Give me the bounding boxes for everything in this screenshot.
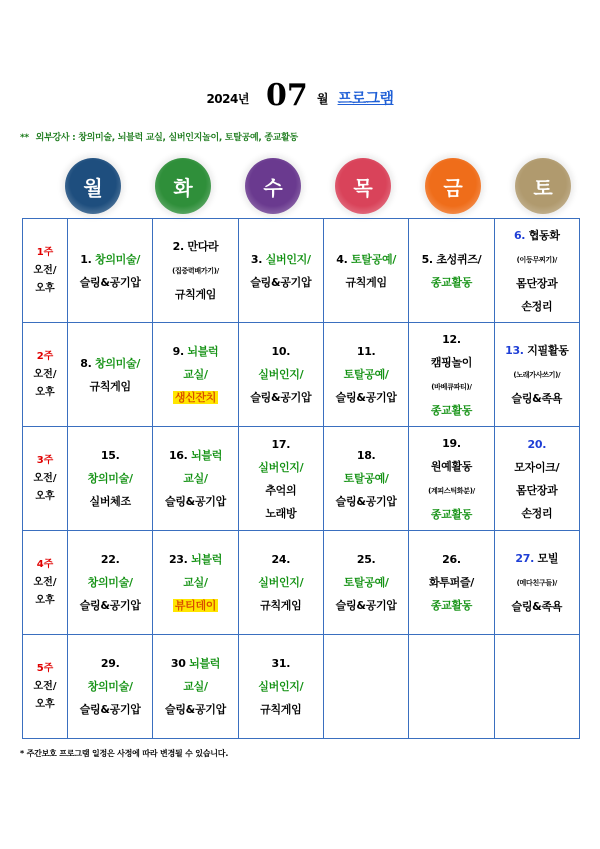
activity-am: 뇌블럭 [191,449,223,462]
day-cell [409,323,494,427]
activity-am-2: 교실/ [183,472,208,485]
footnote: * 주간보호 프로그램 일정은 사정에 따라 변경될 수 있습니다. [20,749,229,758]
activity-pm: 슬링&공기압 [79,599,141,612]
week-label: 3주 [36,454,54,466]
week-label-cell [23,323,68,427]
day-number: 13. [505,344,524,357]
activity-pm: 규칙게임 [89,379,131,393]
activity-am: 실버인지/ [258,368,304,381]
weekday-header [65,158,585,214]
time-pm: 오후 [35,594,55,606]
day-cell [323,323,408,427]
day-cell [153,531,238,635]
week-label: 1주 [36,246,54,258]
time-am: 오전/ [33,264,57,276]
note-text: 외부강사 : 창의미술, 뇌블럭 교실, 실버인지놀이, 토탈공예, 종교활동 [35,133,298,143]
activity-am: 모자이크/ [514,460,560,474]
time-pm: 오후 [35,490,55,502]
day-cell [238,323,323,427]
time-pm: 오후 [35,386,55,398]
day-cell [238,427,323,531]
day-cell [238,219,323,323]
day-circle-sat: 토 [515,158,571,214]
activity-pm: 슬링&공기압 [335,495,397,508]
activity-pm: 종교활동 [430,275,473,289]
activity-am: 모빌 [537,552,559,565]
time-am: 오전/ [33,576,57,588]
week-label-cell [23,427,68,531]
day-circle-tue: 화 [155,158,211,214]
activity-pm-2: 노래방 [265,506,297,520]
day-cell-empty [323,635,408,739]
program-calendar [22,218,580,739]
time-am: 오전/ [33,472,57,484]
title-month: 07 [266,78,308,113]
activity-am: 지필활동 [527,344,569,357]
time-am: 오전/ [33,368,57,380]
activity-pm: 규칙게임 [174,288,217,301]
activity-am: 뇌블럭 [187,345,219,358]
day-circle-fri: 금 [425,158,481,214]
day-number: 27. [515,552,535,565]
day-number: 9. [172,345,184,358]
activity-am: 토탈공예/ [343,368,389,381]
activity-am: 실버인지/ [258,576,304,589]
activity-pm: 슬링&공기압 [335,599,397,612]
activity-pm: 슬링&공기압 [250,275,312,289]
activity-pm: 슬링&공기압 [79,703,141,716]
activity-am: 창의미술/ [87,576,133,589]
activity-pm: 몸단장과 [516,276,558,290]
activity-note: (계피스틱화분)/ [428,486,475,495]
day-cell [153,635,238,739]
day-number: 25. [356,553,376,566]
day-number: 2. [172,240,184,253]
activity-pm: 추억의 [265,483,297,497]
week-label: 4주 [36,558,54,570]
day-number: 22. [100,553,120,566]
day-number: 19. [442,436,461,450]
activity-am: 토탈공예/ [351,252,397,266]
day-number: 10. [271,345,291,358]
day-number: 4. [336,252,348,266]
activity-am: 초성퀴즈/ [436,252,482,266]
activity-pm: 종교활동 [430,403,473,417]
day-cell [494,427,579,531]
week-row [23,219,580,323]
day-number: 30 [170,657,186,670]
day-number: 29. [100,657,120,670]
time-pm: 오후 [35,282,55,294]
activity-am: 창의미술/ [95,252,141,266]
activity-am: 창의미술/ [87,472,133,485]
activity-note: (바베큐파티)/ [431,382,472,391]
day-number: 18. [356,449,376,462]
day-number: 17. [271,437,291,451]
instructor-note [20,130,298,143]
week-row [23,635,580,739]
day-number: 23. [168,553,188,566]
activity-note: (이등무찌기)/ [516,255,557,264]
day-number: 8. [80,356,92,370]
activity-am: 협동화 [528,228,560,242]
day-number: 5. [421,252,433,266]
day-number: 11. [356,345,376,358]
activity-pm-highlight: 뷰티데이 [174,599,217,612]
day-number: 24. [271,553,291,566]
activity-pm: 규칙게임 [260,703,302,716]
activity-am: 실버인지/ [265,252,311,266]
day-cell-empty [409,635,494,739]
week-row [23,323,580,427]
day-number: 12. [442,332,461,346]
activity-pm: 슬링&공기압 [79,275,141,289]
day-cell [153,427,238,531]
activity-am: 토탈공예/ [343,576,389,589]
time-am: 오전/ [33,680,57,692]
activity-am: 실버인지/ [258,460,304,474]
activity-pm-2: 손정리 [521,299,553,313]
day-cell [153,323,238,427]
day-cell-empty [494,635,579,739]
activity-am: 창의미술/ [87,680,133,693]
activity-am-2: 교실/ [183,368,208,381]
activity-am: 뇌블럭 [189,657,221,670]
title-year: 2024년 [206,92,249,106]
week-label-cell [23,219,68,323]
activity-am: 뇌블럭 [191,553,223,566]
day-cell [494,219,579,323]
week-label-cell [23,635,68,739]
day-cell [323,219,408,323]
day-cell [153,219,238,323]
day-number: 1. [80,252,92,266]
activity-pm-highlight: 생신잔치 [174,391,217,404]
day-number: 6. [513,228,526,242]
day-cell [68,323,153,427]
activity-am: 토탈공예/ [343,472,389,485]
activity-note: (메다친구들)/ [516,579,557,587]
activity-am: 화투퍼즐/ [428,576,474,589]
day-cell [409,219,494,323]
week-row [23,531,580,635]
activity-pm: 슬링&족욕 [511,600,563,613]
activity-pm: 몸단장과 [516,483,558,497]
activity-note: (집중력배가기)/ [172,267,219,275]
activity-am-2: 교실/ [183,680,208,693]
day-circle-thu: 목 [335,158,391,214]
week-row [23,427,580,531]
day-cell [494,323,579,427]
time-pm: 오후 [35,698,55,710]
day-number: 26. [442,553,461,566]
activity-am: 실버인지/ [258,680,304,693]
activity-note: (노래가사쓰기)/ [513,371,561,379]
day-cell [409,531,494,635]
title-month-suffix: 월 [316,92,329,106]
day-number: 31. [271,657,291,670]
day-cell [68,635,153,739]
page-title [0,78,600,113]
day-cell [68,531,153,635]
day-number: 15. [100,449,120,462]
week-label: 5주 [36,662,54,674]
activity-pm: 종교활동 [430,599,473,612]
week-label-cell [23,531,68,635]
day-cell [494,531,579,635]
activity-am-2: 교실/ [183,576,208,589]
activity-pm: 규칙게임 [345,275,387,289]
activity-am: 캠핑놀이 [430,355,473,369]
day-number: 20. [527,437,547,451]
activity-am: 원예활동 [430,459,473,473]
activity-pm-2: 손정리 [521,506,553,520]
day-circle-mon: 월 [65,158,121,214]
day-circle-wed: 수 [245,158,301,214]
title-program: 프로그램 [337,89,394,107]
activity-pm: 슬링&족욕 [511,392,563,405]
day-cell [323,531,408,635]
activity-pm: 규칙게임 [260,599,302,612]
activity-pm: 종교활동 [430,507,473,521]
activity-pm: 슬링&공기압 [250,391,312,404]
activity-pm: 슬링&공기압 [165,495,226,508]
day-cell [68,219,153,323]
day-cell [409,427,494,531]
activity-am: 창의미술/ [95,356,141,370]
day-cell [238,635,323,739]
activity-pm: 슬링&공기압 [335,391,397,404]
day-cell [323,427,408,531]
day-cell [238,531,323,635]
day-number: 16. [168,449,188,462]
day-cell [68,427,153,531]
day-number: 3. [250,252,263,266]
note-asterisks: ** [20,133,29,143]
activity-pm: 슬링&공기압 [165,703,226,716]
week-label: 2주 [36,350,54,362]
activity-am: 만다라 [187,240,219,253]
activity-pm: 실버체조 [89,495,131,508]
